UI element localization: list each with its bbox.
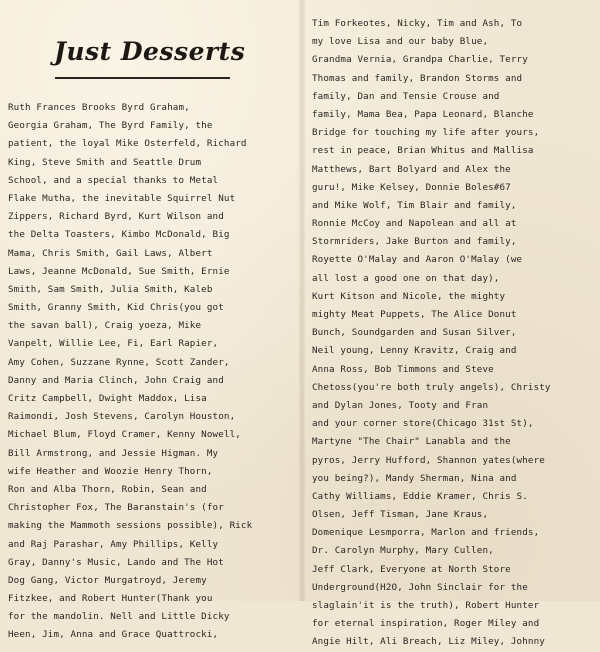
text-line: making the Mammoth sessions possible), Rick <box>8 520 253 532</box>
text-line: Royette O'Malay and Aaron O'Malay (we <box>312 254 523 266</box>
text-line: pyros, Jerry Hufford, Shannon yates(where <box>312 454 545 466</box>
text-line: Vanpelt, Willie Lee, Fi, Earl Rapier, <box>8 338 219 350</box>
text-line: Bunch, Soundgarden and Susan Silver, <box>312 327 517 339</box>
text-line: the Delta Toasters, Kimbo McDonald, Big <box>8 229 230 241</box>
page-fold-gutter <box>298 0 306 601</box>
text-line: guru!, Mike Kelsey, Donnie Boles#67 <box>312 181 511 193</box>
text-line: my love Lisa and our baby Blue, <box>312 36 489 48</box>
text-line: Dog Gang, Victor Murgatroyd, Jeremy <box>8 574 207 586</box>
text-line: Cathy Williams, Eddie Kramer, Chris S. <box>312 490 528 502</box>
text-line: Flake Mutha, the inevitable Squirrel Nut <box>8 192 236 204</box>
text-line: Mama, Chris Smith, Gail Laws, Albert <box>8 247 213 259</box>
title-underline <box>55 77 230 79</box>
text-line: and Mike Wolf, Tim Blair and family, <box>312 199 517 211</box>
text-line: Ron and Alba Thorn, Robin, Sean and <box>8 483 207 495</box>
text-line: Gray, Danny's Music, Lando and The Hot <box>8 556 224 568</box>
text-line: for eternal inspiration, Roger Miley and <box>312 618 540 630</box>
text-line: Olsen, Jeff Tisman, Jane Kraus, <box>312 509 489 521</box>
text-line: Critz Campbell, Dwight Maddox, Lisa <box>8 393 207 404</box>
text-line: Ruth Frances Brooks Byrd Graham, <box>8 102 190 113</box>
left-column-text <box>8 99 296 645</box>
right-column-text <box>312 15 596 652</box>
text-line: Neil young, Lenny Kravitz, Craig and <box>312 345 517 357</box>
text-line: Smith, Sam Smith, Julia Smith, Kaleb <box>8 283 213 295</box>
text-line: slaglain'it is the truth), Robert Hunter <box>312 600 540 611</box>
text-line: and Dylan Jones, Tooty and Fran <box>312 399 489 411</box>
text-line: Christopher Fox, The Baranstain's (for <box>8 502 224 514</box>
text-line: rest in peace, Brian Whitus and Mallisa <box>312 145 534 157</box>
text-line: Laws, Jeanne McDonald, Sue Smith, Ernie <box>8 265 230 277</box>
text-line: wife Heather and Woozie Henry Thorn, <box>8 465 213 477</box>
text-line: King, Steve Smith and Seattle Drum <box>8 156 202 168</box>
text-line: you being?), Mandy Sherman, Nina and <box>312 472 517 484</box>
text-line: Bridge for touching my life after yours, <box>312 127 540 139</box>
text-line: and your corner store(Chicago 31st St), <box>312 418 534 430</box>
text-line: Kurt Kitson and Nicole, the mighty <box>312 290 506 302</box>
text-line: Georgia Graham, The Byrd Family, the <box>8 120 213 132</box>
text-line: patient, the loyal Mike Osterfeld, Richard <box>8 138 247 150</box>
text-line: Dr. Carolyn Murphy, Mary Cullen, <box>312 545 494 557</box>
text-line: Domenique Lesmporra, Marlon and friends, <box>312 527 540 539</box>
text-line: Ronnie McCoy and Napolean and all at <box>312 218 517 230</box>
text-line: mighty Meat Puppets, The Alice Donut <box>312 309 517 320</box>
text-line: Amy Cohen, Suzzane Rynne, Scott Zander, <box>8 356 230 368</box>
text-line: and Raj Parashar, Amy Phillips, Kelly <box>8 538 219 550</box>
text-line: Jeff Clark, Everyone at North Store <box>312 563 511 575</box>
text-line: Tim Forkeotes, Nicky, Tim and Ash, To <box>312 18 523 29</box>
text-line: Underground(H2O, John Sinclair for the <box>312 581 528 593</box>
text-line: all lost a good one on that day), <box>312 272 500 284</box>
text-line: family, Dan and Tensie Crouse and <box>312 90 500 102</box>
text-line: Thomas and family, Brandon Storms and <box>312 72 523 84</box>
text-line: School, and a special thanks to Metal <box>8 174 219 186</box>
text-line: Angie Hilt, Ali Breach, Liz Miley, Johnny <box>312 636 545 648</box>
text-line: Grandma Vernia, Grandpa Charlie, Terry <box>312 54 528 66</box>
text-line: Zippers, Richard Byrd, Kurt Wilson and <box>8 211 224 223</box>
text-line: the savan ball), Craig yoeza, Mike <box>8 320 202 332</box>
text-line: Matthews, Bart Bolyard and Alex the <box>312 163 511 175</box>
text-line: Bill Armstrong, and Jessie Higman. My <box>8 447 219 459</box>
text-line: Michael Blum, Floyd Cramer, Kenny Nowell, <box>8 429 241 441</box>
text-line: Stormriders, Jake Burton and family, <box>312 236 517 248</box>
text-line: Raimondi, Josh Stevens, Carolyn Houston, <box>8 411 236 423</box>
text-line: Fitzkee, and Robert Hunter(Thank you <box>8 593 213 605</box>
text-line: Danny and Maria Clinch, John Craig and <box>8 374 224 386</box>
text-line: Anna Ross, Bob Timmons and Steve <box>312 363 494 375</box>
page-title: Just Desserts <box>54 37 246 66</box>
text-line: Smith, Granny Smith, Kid Chris(you got <box>8 302 224 314</box>
text-line: for the mandolin. Nell and Little Dicky <box>8 611 230 623</box>
text-line: Chetoss(you're both truly angels), Christy <box>312 381 551 393</box>
text-line: family, Mama Bea, Papa Leonard, Blanche <box>312 108 534 120</box>
text-line: Martyne "The Chair" Lanabla and the <box>312 436 511 448</box>
text-line: Heen, Jim, Anna and Grace Quattrocki, <box>8 629 219 641</box>
